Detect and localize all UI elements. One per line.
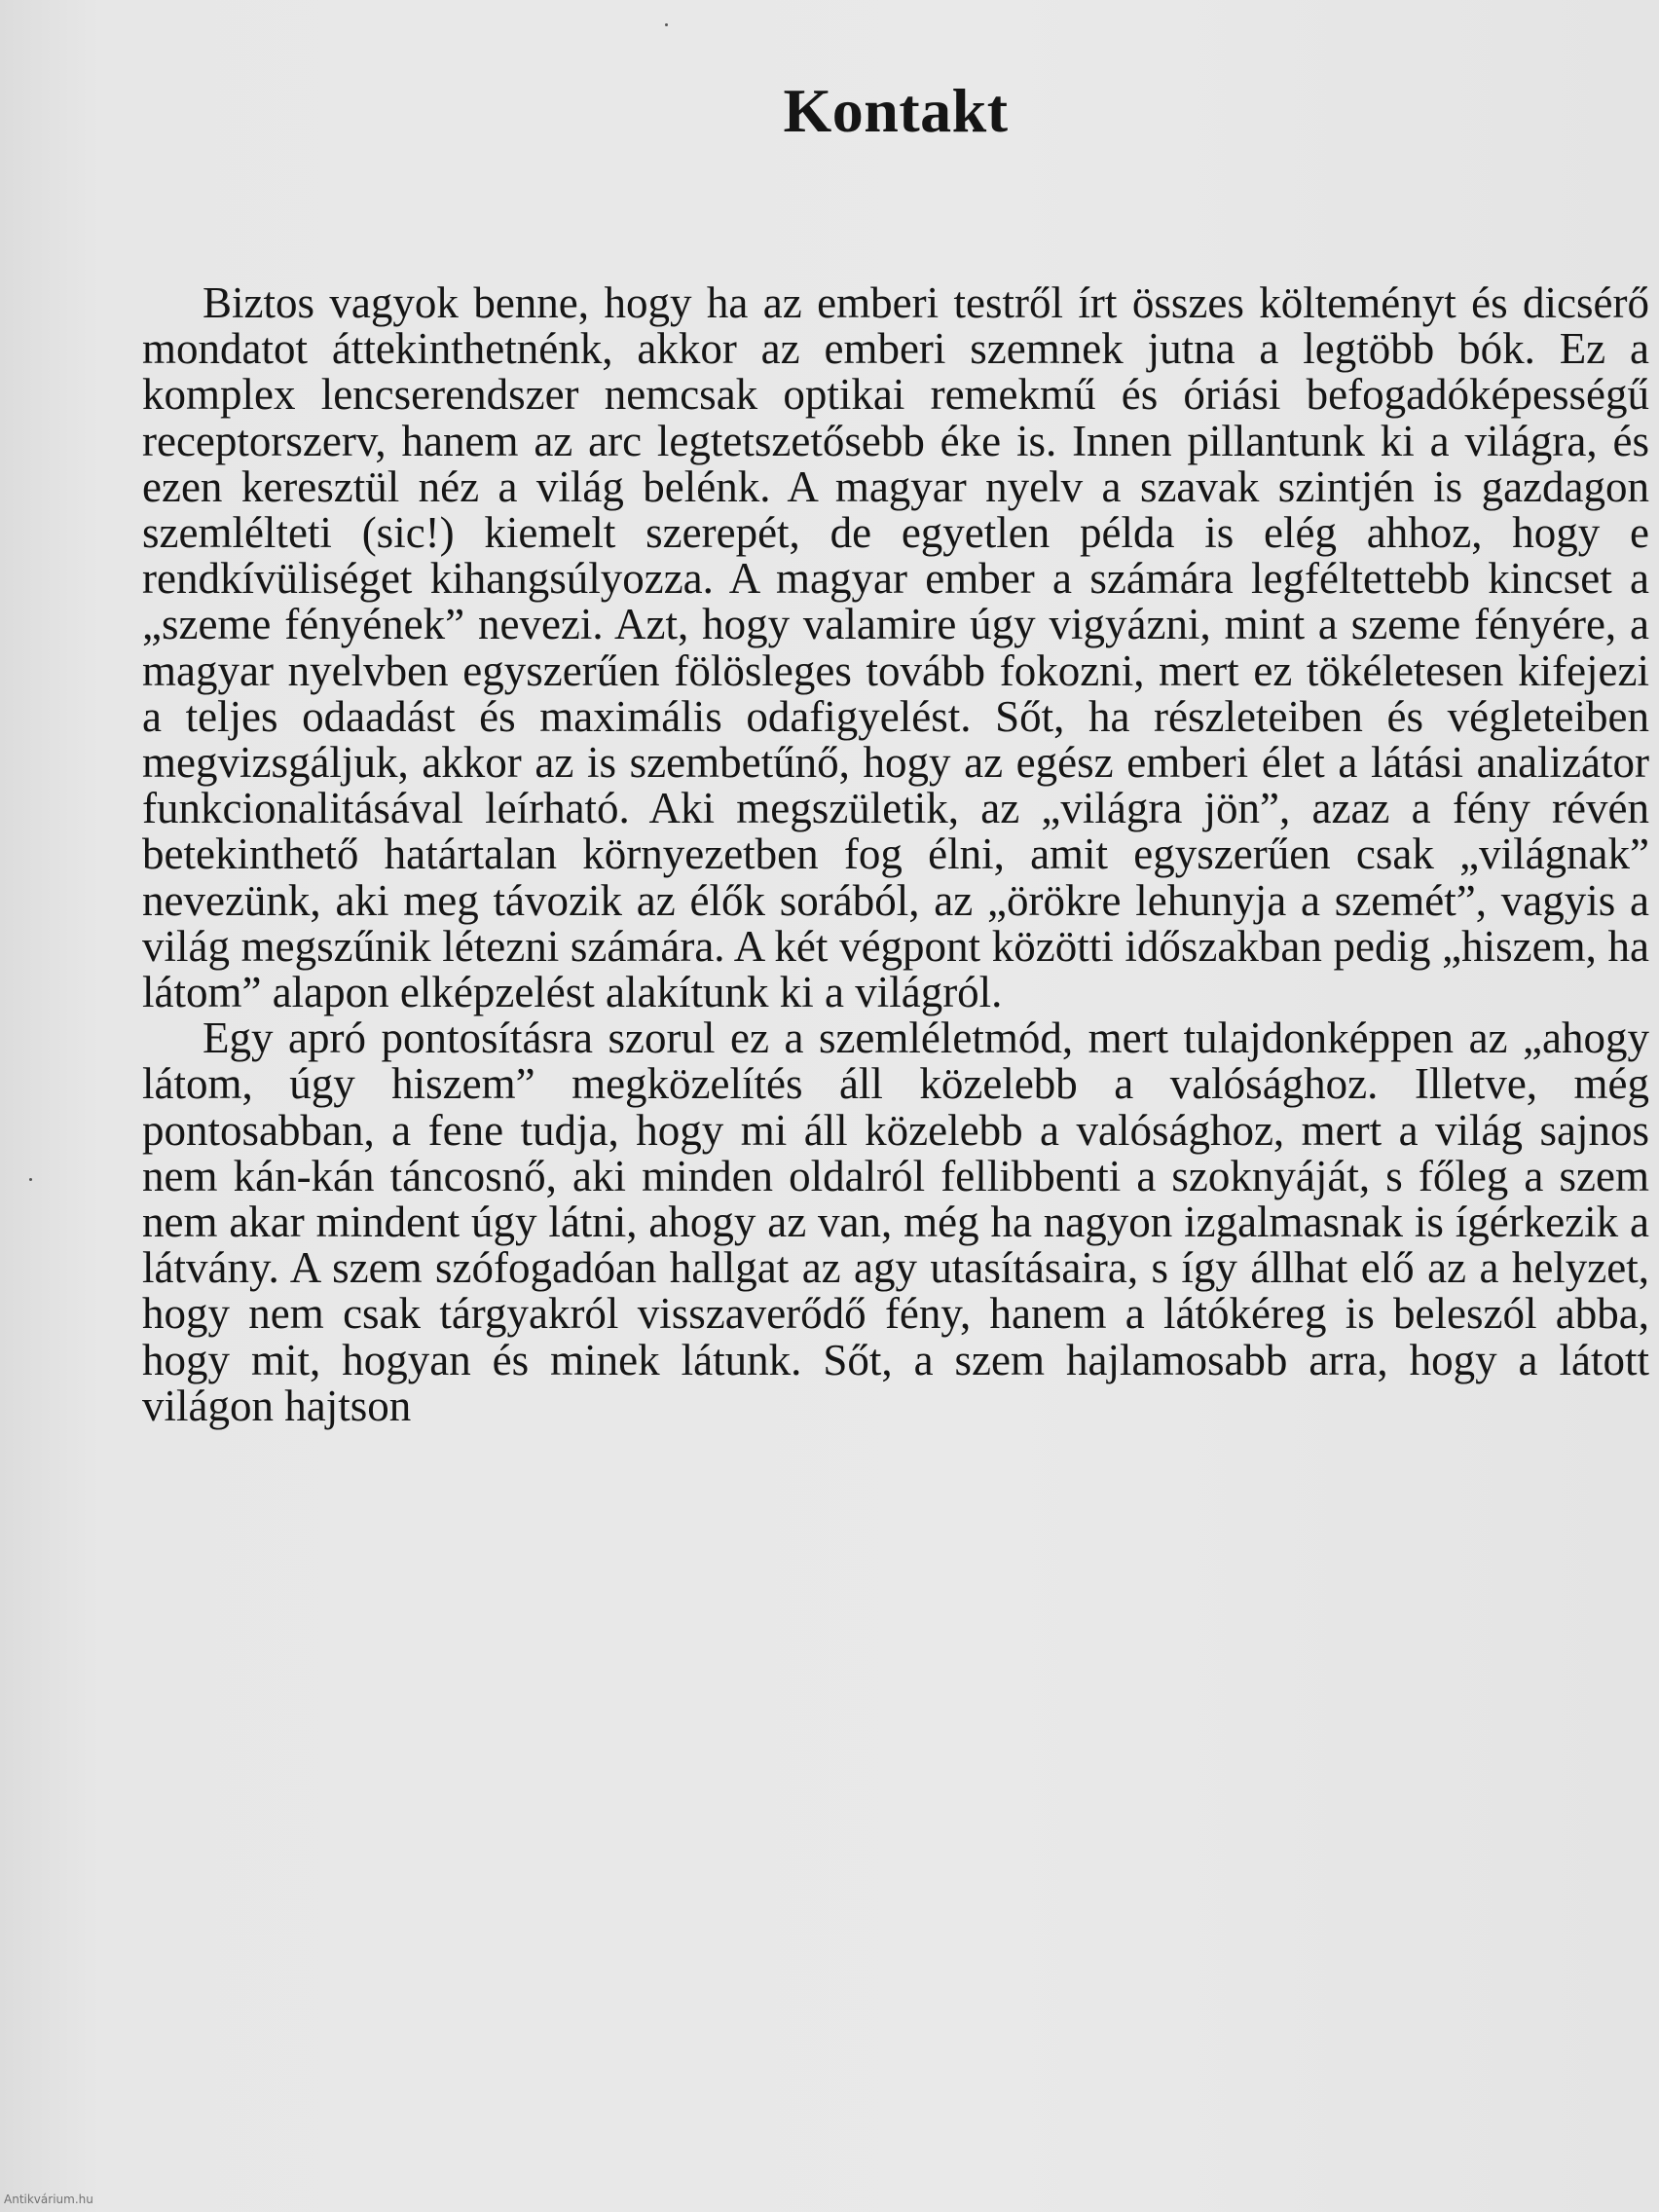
watermark: Antikvárium.hu xyxy=(4,2193,93,2206)
page-speck xyxy=(29,1178,32,1181)
paragraph-2: Egy apró pontosításra szorul ez a szemléletmód, mert tulajdonképpen az „ahogy látom, úgy hiszem” megközelítés áll közelebb a valósághoz. Illetve, még pontosabban, a fene tudja, hogy mi áll közelebb a valósághoz, mert a világ sajnos nem kán-kán táncosnő, aki minden oldalról fellibbenti a szoknyáját, s főleg a szem nem akar mindent úgy látni, ahogy az van, még ha nagyon izgalmasnak is ígérkezik a látvány. A szem szófogadóan hallgat az agy utasításaira, s így állhat elő az a helyzet, hogy nem csak tárgyakról visszaverődő fény, hanem a látókéreg is beleszól abba, hogy mit, hogyan és minek látunk. Sőt, a szem hajlamosabb arra, hogy a látott világon hajtson xyxy=(142,1014,1649,1430)
page-title: Kontakt xyxy=(783,76,1009,145)
page-speck xyxy=(665,23,668,26)
body-text xyxy=(142,280,1649,1429)
paragraph-1: Biztos vagyok benne, hogy ha az emberi testről írt összes költeményt és dicsérő mondatot áttekinthetnénk, akkor az emberi szemnek jutna a legtöbb bók. Ez a komplex lencserendszer nemcsak optikai remekmű és óriási befogadóképességű receptorszerv, hanem az arc legtetszetősebb éke is. Innen pillantunk ki a világra, és ezen keresztül néz a világ belénk. A magyar nyelv a szavak szintjén is gazdagon szemlélteti (sic!) kiemelt szerepét, de egyetlen példa is elég ahhoz, hogy e rendkívüliséget kihangsúlyozza. A magyar ember a számára legféltettebb kincset a „szeme fényének” nevezi. Azt, hogy valamire úgy vigyázni, mint a szeme fényére, a magyar nyelvben egyszerűen fölösleges tovább fokozni, mert ez tökéletesen kifejezi a teljes odaadást és maximális odafigyelést. Sőt, ha részleteiben és végleteiben megvizsgáljuk, akkor az is szembetűnő, hogy az egész emberi élet a látási analizátor funkcionalitásával leírható. Aki megszületik, az „világra jön”, azaz a fény révén betekinthető határtalan környezetben fog élni, amit egyszerűen csak „világnak” nevezünk, aki meg távozik az élők sorából, az „örökre lehunyja a szemét”, vagyis a világ megszűnik létezni számára. A két végpont közötti időszakban pedig „hiszem, ha látom” alapon elképzelést alakítunk ki a világról. xyxy=(142,278,1649,1017)
